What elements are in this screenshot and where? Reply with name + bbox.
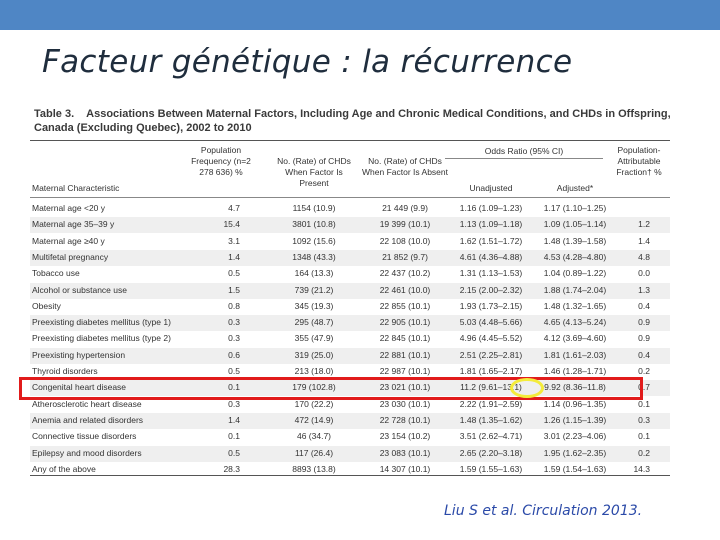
table-row	[30, 283, 670, 299]
row-unadjusted: 1.81 (1.65–2.17)	[459, 366, 523, 376]
row-present: 1348 (43.3)	[292, 251, 336, 262]
row-adjusted: 1.95 (1.62–2.35)	[543, 447, 607, 458]
row-adjusted: 1.14 (0.96–1.35)	[543, 398, 607, 409]
row-frequency: 1.5	[228, 284, 240, 295]
row-adjusted: 1.26 (1.15–1.39)	[543, 414, 607, 425]
row-absent: 22 728 (10.1)	[379, 414, 431, 425]
row-absent: 22 437 (10.2)	[379, 268, 431, 279]
table-row	[30, 201, 670, 217]
row-present: 739 (21.2)	[294, 284, 334, 295]
row-frequency: 1.4	[228, 251, 240, 262]
row-absent: 22 855 (10.1)	[379, 300, 431, 311]
row-adjusted: 1.17 (1.10–1.25)	[543, 203, 607, 213]
row-absent: 22 987 (10.1)	[379, 366, 431, 376]
header-paf: Population-Attributable Fraction† %	[616, 145, 662, 177]
row-adjusted: 4.12 (3.69–4.60)	[543, 333, 607, 344]
row-frequency: 0.5	[228, 268, 240, 279]
row-frequency: 0.1	[228, 382, 240, 393]
row-absent: 22 881 (10.1)	[379, 349, 431, 360]
row-paf: 0.2	[638, 447, 650, 458]
header-present: No. (Rate) of CHDs When Factor Is Present	[277, 156, 351, 188]
row-present: 179 (102.8)	[292, 382, 336, 393]
table-row	[30, 315, 670, 331]
row-unadjusted: 2.22 (1.91–2.59)	[459, 398, 523, 409]
row-adjusted: 1.09 (1.05–1.14)	[543, 219, 607, 230]
row-characteristic: Preexisting hypertension	[32, 349, 126, 360]
row-unadjusted: 1.13 (1.09–1.18)	[459, 219, 523, 230]
row-present: 355 (47.9)	[294, 333, 334, 344]
row-present: 3801 (10.8)	[292, 219, 336, 230]
row-present: 319 (25.0)	[294, 349, 334, 360]
row-absent: 23 030 (10.1)	[379, 398, 431, 409]
highlight-box	[19, 377, 643, 400]
table-row	[30, 234, 670, 250]
table-caption-text: Associations Between Maternal Factors, Including Age and Chronic Medical Conditions, and CHDs in Offspring, Canada (Excluding Quebec), 2002 to 2010	[34, 108, 671, 134]
row-present: 170 (22.2)	[294, 398, 334, 409]
table-bottom-rule	[30, 475, 670, 476]
row-unadjusted: 3.51 (2.62–4.71)	[459, 431, 523, 442]
row-characteristic: Atherosclerotic heart disease	[32, 398, 142, 409]
row-characteristic: Multifetal pregnancy	[32, 251, 109, 262]
row-present: 345 (19.3)	[294, 300, 334, 311]
row-unadjusted: 2.15 (2.00–2.32)	[459, 284, 523, 295]
row-frequency: 0.5	[228, 447, 240, 458]
row-present: 295 (48.7)	[294, 317, 334, 328]
row-absent: 21 449 (9.9)	[382, 203, 428, 213]
row-present: 213 (18.0)	[294, 366, 334, 376]
slide-title: Facteur génétique : la récurrence	[42, 44, 573, 80]
row-paf: 1.2	[638, 219, 650, 230]
row-adjusted: 1.59 (1.54–1.63)	[543, 463, 607, 474]
row-paf: 0.7	[638, 382, 650, 393]
row-frequency: 4.7	[228, 203, 240, 213]
row-characteristic: Alcohol or substance use	[32, 284, 127, 295]
row-unadjusted: 1.59 (1.55–1.63)	[459, 463, 523, 474]
table-caption	[34, 107, 684, 135]
row-unadjusted: 4.96 (4.45–5.52)	[459, 333, 523, 344]
header-adjusted: Adjusted*	[556, 183, 594, 193]
row-adjusted: 1.88 (1.74–2.04)	[543, 284, 607, 295]
highlight-oval	[510, 378, 544, 398]
row-present: 1154 (10.9)	[292, 203, 336, 213]
header-bottom-rule	[30, 197, 670, 198]
table-row	[30, 217, 670, 233]
row-characteristic: Preexisting diabetes mellitus (type 2)	[32, 333, 171, 344]
row-frequency: 0.1	[228, 431, 240, 442]
row-adjusted: 1.46 (1.28–1.71)	[543, 366, 607, 376]
row-unadjusted: 1.62 (1.51–1.72)	[459, 235, 523, 246]
row-frequency: 28.3	[223, 463, 240, 474]
row-paf: 0.1	[638, 398, 650, 409]
row-characteristic: Congenital heart disease	[32, 382, 127, 393]
row-unadjusted: 1.31 (1.13–1.53)	[459, 268, 523, 279]
header-characteristic: Maternal Characteristic	[32, 183, 120, 193]
row-paf: 4.8	[638, 251, 650, 262]
row-paf: 1.3	[638, 284, 650, 295]
table-row	[30, 299, 670, 315]
row-frequency: 0.3	[228, 317, 240, 328]
row-frequency: 0.3	[228, 398, 240, 409]
row-adjusted: 9.92 (8.36–11.8)	[544, 382, 606, 393]
table-row	[30, 429, 670, 445]
row-paf: 0.4	[638, 349, 650, 360]
row-paf: 1.4	[638, 235, 650, 246]
row-paf: 0.0	[638, 268, 650, 279]
row-unadjusted: 1.93 (1.73–2.15)	[459, 300, 523, 311]
row-characteristic: Maternal age <20 y	[32, 203, 106, 213]
row-absent: 22 845 (10.1)	[379, 333, 431, 344]
row-absent: 23 083 (10.1)	[379, 447, 431, 458]
row-unadjusted: 4.61 (4.36–4.88)	[459, 251, 523, 262]
row-characteristic: Maternal age 35–39 y	[32, 219, 115, 230]
row-characteristic: Tobacco use	[32, 268, 80, 279]
row-paf: 0.9	[638, 333, 650, 344]
row-frequency: 1.4	[228, 414, 240, 425]
row-adjusted: 1.81 (1.61–2.03)	[543, 349, 607, 360]
table-row	[30, 348, 670, 364]
row-adjusted: 1.48 (1.32–1.65)	[543, 300, 607, 311]
header-population-frequency: Population Frequency (n=2 278 636) %	[191, 145, 251, 177]
row-characteristic: Preexisting diabetes mellitus (type 1)	[32, 317, 171, 328]
odds-ratio-rule	[445, 158, 603, 159]
row-absent: 19 399 (10.1)	[379, 219, 431, 230]
row-adjusted: 3.01 (2.23–4.06)	[543, 431, 607, 442]
row-present: 8893 (13.8)	[292, 463, 336, 474]
header-unadjusted: Unadjusted	[469, 183, 513, 193]
row-present: 472 (14.9)	[294, 414, 334, 425]
table-row	[30, 446, 670, 462]
row-unadjusted: 11.2 (9.61–13.1)	[460, 382, 522, 393]
row-absent: 14 307 (10.1)	[379, 463, 431, 474]
row-paf: 0.4	[638, 300, 650, 311]
row-characteristic: Maternal age ≥40 y	[32, 235, 105, 246]
table-row	[30, 331, 670, 347]
row-paf: 0.3	[638, 414, 650, 425]
row-absent: 21 852 (9.7)	[382, 251, 428, 262]
row-present: 1092 (15.6)	[292, 235, 336, 246]
row-absent: 23 154 (10.2)	[379, 431, 431, 442]
row-adjusted: 1.48 (1.39–1.58)	[543, 235, 607, 246]
row-unadjusted: 5.03 (4.48–5.66)	[459, 317, 523, 328]
row-unadjusted: 1.16 (1.09–1.23)	[459, 203, 523, 213]
table-row	[30, 413, 670, 429]
row-paf: 14.3	[633, 463, 650, 474]
row-unadjusted: 2.65 (2.20–3.18)	[459, 447, 523, 458]
row-frequency: 0.3	[228, 333, 240, 344]
row-present: 46 (34.7)	[296, 431, 332, 442]
row-frequency: 0.5	[228, 366, 240, 376]
row-characteristic: Obesity	[32, 300, 61, 311]
row-adjusted: 4.53 (4.28–4.80)	[543, 251, 607, 262]
table-row	[30, 266, 670, 282]
citation: Liu S et al. Circulation 2013.	[444, 503, 643, 519]
row-present: 164 (13.3)	[294, 268, 334, 279]
row-paf: 0.1	[638, 431, 650, 442]
row-characteristic: Connective tissue disorders	[32, 431, 137, 442]
row-absent: 22 905 (10.1)	[379, 317, 431, 328]
table-number: Table 3.	[34, 108, 75, 120]
row-frequency: 0.8	[228, 300, 240, 311]
row-adjusted: 1.04 (0.89–1.22)	[543, 268, 607, 279]
row-present: 117 (26.4)	[294, 447, 334, 458]
row-characteristic: Anemia and related disorders	[32, 414, 144, 425]
row-paf: 0.2	[638, 366, 650, 376]
header-absent: No. (Rate) of CHDs When Factor Is Absent	[362, 156, 448, 177]
row-adjusted: 4.65 (4.13–5.24)	[543, 317, 607, 328]
row-absent: 23 021 (10.1)	[379, 382, 431, 393]
row-frequency: 15.4	[223, 219, 240, 230]
row-unadjusted: 1.48 (1.35–1.62)	[459, 414, 523, 425]
row-characteristic: Epilepsy and mood disorders	[32, 447, 142, 458]
row-frequency: 3.1	[228, 235, 240, 246]
row-characteristic: Any of the above	[32, 463, 96, 474]
row-frequency: 0.6	[228, 349, 240, 360]
row-paf: 0.9	[638, 317, 650, 328]
header-odds-ratio: Odds Ratio (95% CI)	[484, 146, 564, 156]
table-row	[30, 250, 670, 266]
table-top-rule	[30, 140, 670, 141]
row-absent: 22 108 (10.0)	[379, 235, 431, 246]
row-unadjusted: 2.51 (2.25–2.81)	[459, 349, 523, 360]
slide-top-bar	[0, 0, 720, 30]
row-characteristic: Thyroid disorders	[32, 366, 98, 376]
row-absent: 22 461 (10.0)	[379, 284, 431, 295]
